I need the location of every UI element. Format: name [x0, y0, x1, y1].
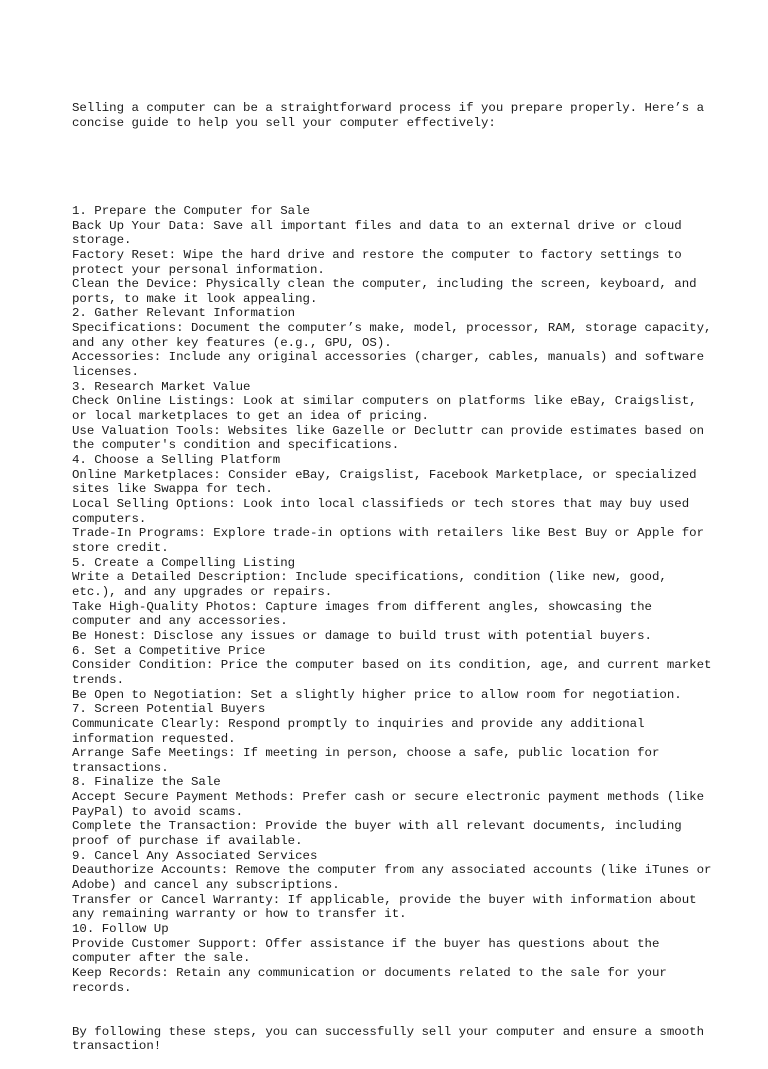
section-heading: 1. Prepare the Computer for Sale: [72, 203, 310, 218]
section-item: Accessories: Include any original accessories (charger, cables, manuals) and software licenses.: [72, 350, 712, 380]
section-item: Local Selling Options: Look into local classifieds or tech stores that may buy used computers.: [72, 497, 697, 526]
section-heading: 3. Research Market Value: [72, 379, 251, 394]
section-item: Take High-Quality Photos: Capture images from different angles, showcasing the computer and any accessories.: [72, 599, 660, 629]
section-heading: 6. Set a Competitive Price: [72, 643, 266, 658]
section-item: Arrange Safe Meetings: If meeting in person, choose a safe, public location for transactions.: [72, 746, 667, 775]
section-heading: 5. Create a Compelling Listing: [72, 555, 296, 570]
section-item: Factory Reset: Wipe the hard drive and restore the computer to factory settings to protect your personal information.: [72, 247, 690, 277]
section-item: Online Marketplaces: Consider eBay, Craigslist, Facebook Marketplace, or specialized sites like Swappa for tech.: [72, 467, 705, 497]
section-heading: 4. Choose a Selling Platform: [72, 453, 281, 468]
section-item: Write a Detailed Description: Include specifications, condition (like new, good, etc.), and any upgrades or repairs.: [72, 570, 675, 599]
section-heading: 9. Cancel Any Associated Services: [72, 848, 318, 863]
section-item: Be Open to Negotiation: Set a slightly higher price to allow room for negotiation.: [72, 687, 682, 702]
section-heading: 7. Screen Potential Buyers: [72, 702, 266, 717]
section-item: Transfer or Cancel Warranty: If applicable, provide the buyer with information about any remaining warranty or how to transfer it.: [72, 892, 705, 922]
section-item: Provide Customer Support: Offer assistance if the buyer has questions about the computer after the sale.: [72, 936, 667, 966]
closing-paragraph: By following these steps, you can successfully sell your computer and ensure a smooth transaction!: [72, 1024, 712, 1054]
section-item: Deauthorize Accounts: Remove the computer from any associated accounts (like iTunes or Adobe) and cancel any subscriptions.: [72, 863, 719, 893]
document-page: [72, 72, 719, 1069]
section-item: Trade-In Programs: Explore trade-in options with retailers like Best Buy or Apple for store credit.: [72, 526, 712, 555]
blank-line: [72, 160, 712, 175]
section-item: Complete the Transaction: Provide the buyer with all relevant documents, including proof of purchase if available.: [72, 819, 690, 849]
section-item: Be Honest: Disclose any issues or damage to build trust with potential buyers.: [72, 628, 652, 643]
section-item: Accept Secure Payment Methods: Prefer cash or secure electronic payment methods (like PayPal) to avoid scams.: [72, 790, 712, 819]
section-item: Consider Condition: Price the computer based on its condition, age, and current market trends.: [72, 658, 719, 687]
section-item: Communicate Clearly: Respond promptly to inquiries and provide any additional information requested.: [72, 716, 652, 746]
sections-container: [72, 203, 719, 995]
section-item: Use Valuation Tools: Websites like Gazelle or Decluttr can provide estimates based on the computer's condition and specifications.: [72, 423, 712, 453]
intro-paragraph: Selling a computer can be a straightforward process if you prepare properly. Here’s a concise guide to help you sell your computer effectively:: [72, 101, 712, 130]
section-item: Keep Records: Retain any communication or documents related to the sale for your records.: [72, 966, 675, 995]
section-heading: 2. Gather Relevant Information: [72, 306, 296, 321]
section-item: Check Online Listings: Look at similar computers on platforms like eBay, Craigslist, or local marketplaces to get an idea of pricing.: [72, 394, 705, 424]
section-item: Back Up Your Data: Save all important files and data to an external drive or cloud storage.: [72, 218, 690, 248]
section-item: Specifications: Document the computer’s make, model, processor, RAM, storage capacity, and any other key features (e.g., GPU, OS).: [72, 321, 719, 350]
section-heading: 8. Finalize the Sale: [72, 775, 221, 790]
section-item: Clean the Device: Physically clean the computer, including the screen, keyboard, and ports, to make it look appealing.: [72, 277, 705, 306]
section-heading: 10. Follow Up: [72, 922, 169, 937]
